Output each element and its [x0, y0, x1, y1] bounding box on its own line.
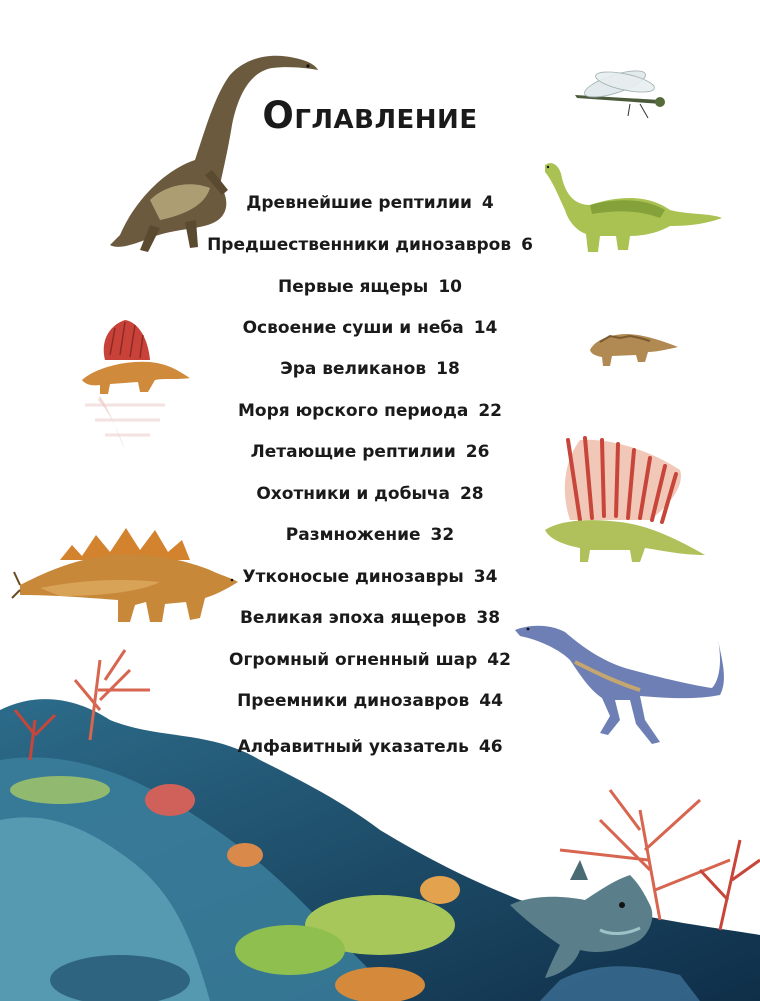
toc-entry-label: Утконосые динозавры — [242, 567, 464, 587]
toc-entry-page: 32 — [430, 525, 455, 545]
toc-entry-label: Преемники динозавров — [237, 691, 470, 711]
page-title: Оглавление — [262, 94, 478, 137]
toc-entry-label: Предшественники динозавров — [207, 235, 512, 255]
toc-entry[interactable] — [0, 401, 740, 421]
toc-entry-page: 18 — [436, 359, 460, 379]
toc-entry-page: 42 — [487, 650, 511, 670]
toc-entry-label: Эра великанов — [280, 359, 427, 379]
toc-entry-page: 44 — [479, 691, 503, 711]
toc-entry-label: Освоение суши и неба — [242, 318, 464, 338]
toc-entry[interactable] — [0, 359, 740, 379]
toc-entry-label: Охотники и добыча — [256, 484, 450, 504]
toc-entry[interactable] — [0, 318, 740, 338]
toc-entry-page: 10 — [438, 277, 462, 297]
toc-entry[interactable] — [0, 650, 740, 670]
toc-entry-label: Летающие рептилии — [250, 442, 456, 462]
toc-entry[interactable] — [0, 442, 740, 462]
toc-entry-label: Алфавитный указатель — [237, 737, 469, 757]
toc-entry-page: 34 — [473, 567, 498, 587]
toc-entry-label: Моря юрского периода — [238, 401, 469, 421]
toc-entry-label: Размножение — [285, 525, 421, 545]
toc-entry-label: Древнейшие рептилии — [246, 193, 472, 213]
toc-entry-label: Огромный огненный шар — [229, 650, 478, 670]
toc-entry-page: 26 — [465, 442, 490, 462]
toc-entry-label: Великая эпоха ящеров — [239, 608, 467, 628]
toc-entry-page: 38 — [476, 608, 501, 628]
toc-entry[interactable] — [0, 484, 740, 504]
toc-entry-page: 6 — [521, 235, 533, 255]
toc-entry[interactable] — [0, 525, 740, 545]
toc-entry[interactable] — [0, 193, 740, 213]
toc-entry-page: 22 — [478, 401, 502, 421]
toc-entry[interactable] — [0, 567, 740, 587]
toc-entry[interactable] — [0, 235, 740, 255]
toc-entry[interactable] — [0, 608, 740, 628]
toc-entry-page: 4 — [481, 193, 494, 213]
toc-entry-page: 46 — [478, 737, 503, 757]
toc-entry-page: 14 — [473, 318, 498, 338]
toc-entry-label: Первые ящеры — [278, 277, 429, 297]
toc-entry[interactable] — [0, 691, 740, 711]
toc-entry-page: 28 — [459, 484, 484, 504]
toc-entry[interactable] — [0, 277, 740, 297]
toc-entry[interactable] — [0, 737, 740, 757]
